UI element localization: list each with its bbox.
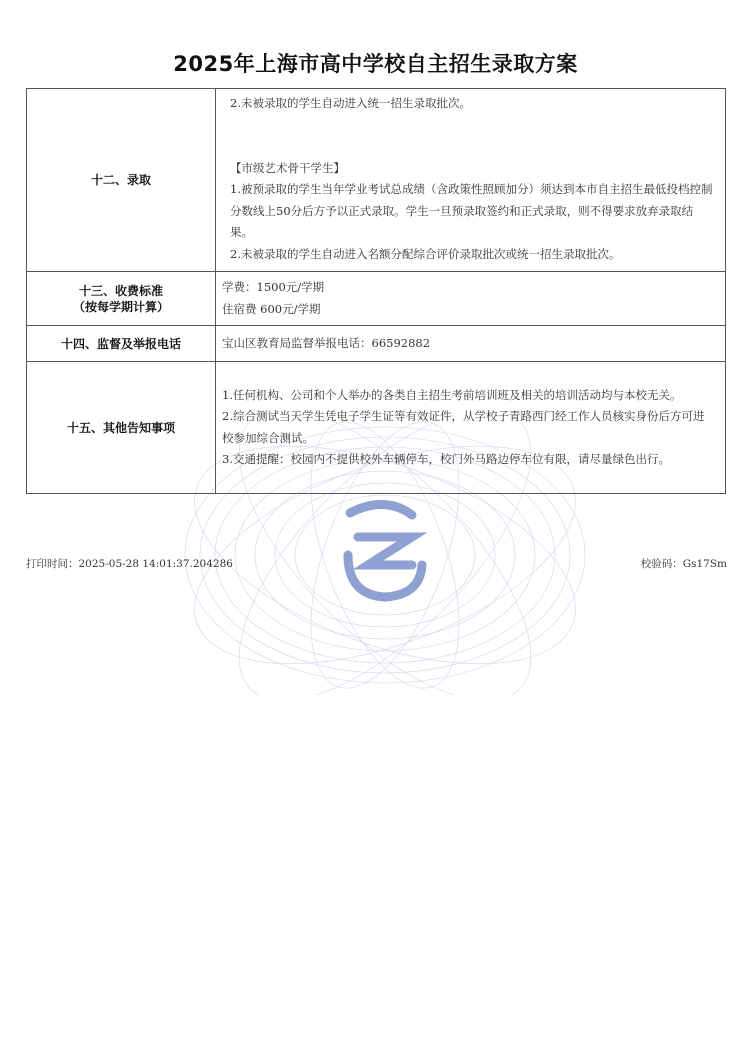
fee-line: 住宿费 600元/学期 (222, 301, 321, 316)
table-row (27, 326, 726, 362)
table-row (27, 272, 726, 326)
paragraph: 2.未被录取的学生自动进入名额分配综合评价录取批次或统一招生录取批次。 (230, 246, 621, 261)
row-content-admission (216, 89, 726, 272)
check-code: 校验码：Gs17Sm (640, 558, 727, 570)
paragraph: 2.未被录取的学生自动进入统一招生录取批次。 (230, 96, 471, 110)
row-content-fees (216, 272, 726, 326)
row-label-fees (27, 272, 216, 326)
row-label-notices: 十五、其他告知事项 (27, 362, 216, 494)
table-row (27, 362, 726, 494)
paragraph: 3.交通提醒：校园内不提供校外车辆停车，校门外马路边停车位有限，请尽量绿色出行。 (222, 452, 670, 466)
row-label-hotline: 十四、监督及举报电话 (27, 326, 216, 362)
fee-line: 学费：1500元/学期 (222, 280, 325, 294)
row-label-admission: 十二、录取 (27, 89, 216, 272)
paragraph: 1.被预录取的学生当年学业考试总成绩（含政策性照顾加分）须达到本市自主招生最低投档控制分数线上50分后方予以正式录取。学生一旦预录取签约和正式录取，则不得要求放弃录取结果。 (230, 182, 713, 239)
row-label-fees-line2: （按每学期计算） (72, 299, 169, 314)
table-row (27, 89, 726, 272)
admission-table (26, 88, 726, 494)
row-label-fees-line1: 十三、收费标准 (78, 283, 163, 298)
print-time: 打印时间：2025-05-28 14:01:37.204286 (26, 558, 233, 570)
page-title: 2025年上海市高中学校自主招生录取方案 (173, 52, 578, 76)
row-content-notices (216, 362, 726, 494)
paragraph: 1.任何机构、公司和个人举办的各类自主招生考前培训班及相关的培训活动均与本校无关。 (222, 387, 682, 402)
paragraph: 【市级艺术骨干学生】 (230, 160, 345, 175)
row-content-hotline: 宝山区教育局监督举报电话：66592882 (216, 326, 726, 362)
paragraph: 2.综合测试当天学生凭电子学生证等有效证件，从学校子青路西门经工作人员核实身份后方可进校参加综合测试。 (222, 409, 705, 445)
